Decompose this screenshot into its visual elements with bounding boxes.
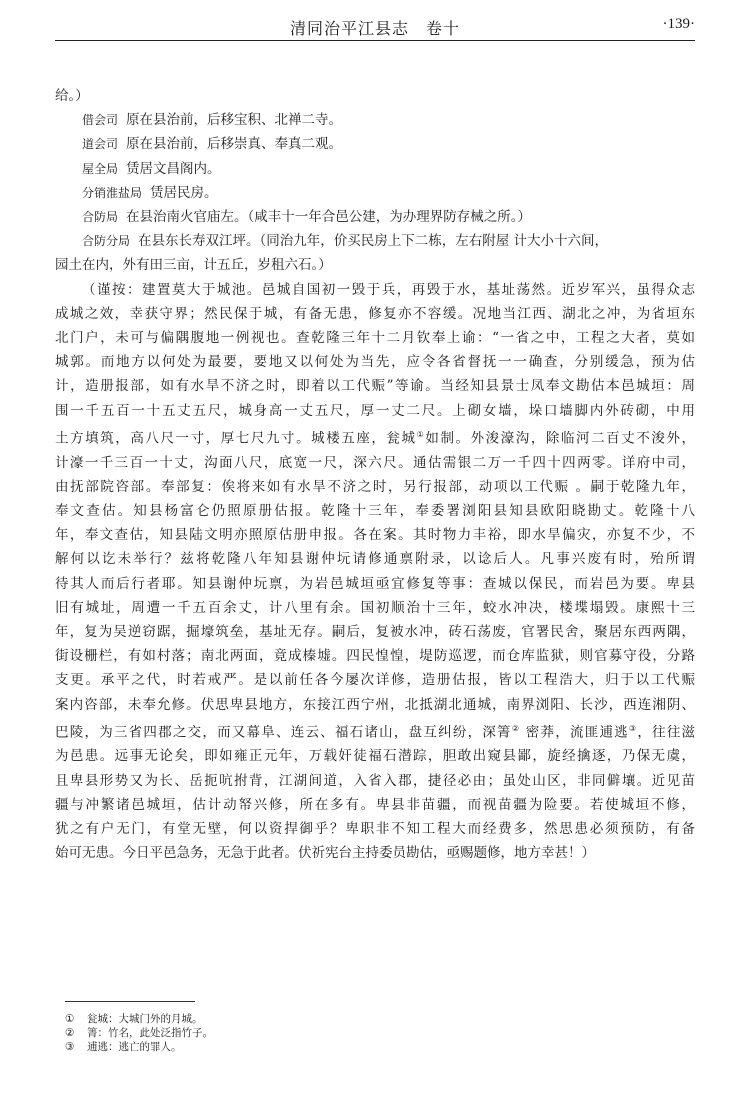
paragraph-line: 围一千五百一十五丈五尺，城身高一丈五尺，厚一丈二尺。上砌女墙，垛口墙脚内外砖砌，中用: [55, 402, 695, 419]
footnote-divider: [65, 1001, 195, 1002]
page-header: [55, 12, 695, 41]
paragraph-line: 支更。承平之代，时若戒严。是以前任各今屡次详修，造册估报，皆以工程浩大，归于以工代赈: [55, 672, 695, 689]
paragraph-line: 奉文查估。知县杨富仑仍照原册估报。乾隆十三年，奉委署浏阳县知县欧阳晓勘丈。乾隆十八: [55, 502, 695, 519]
entry-term: 道会司: [82, 137, 119, 152]
entry-continuation: 园土在内，外有田三亩，计五丘，岁租六石。）: [55, 257, 332, 274]
entry-term: 屋全局: [82, 161, 119, 176]
footnote-ref-3: ③: [628, 723, 638, 733]
footnote-ref-1: ①: [416, 429, 426, 439]
entry-term: 分销淮盐局: [82, 185, 143, 200]
paragraph-line: 待其人而后行者耶。知县谢仲坃禀，为岩邑城垣亟宜修复等事：查城以保民，而岩邑为要。卑县: [55, 575, 695, 592]
paragraph-line: 北门户，未可与偏隅腹地一例视也。查乾隆三年十二月钦奉上谕：“一省之中，工程之大者，莫如: [55, 330, 695, 347]
paragraph-segment: ，往往滋: [637, 724, 695, 741]
paragraph-line: 城郭。而地方以何处为最要，要地又以何处为当先，应令各省督抚一一确查，分别缓急，预为估: [55, 354, 695, 371]
paragraph-segment: 如制。外浚濠沟，除临河二百丈不浚外，: [425, 430, 695, 447]
footnote-number: ③: [65, 1041, 75, 1053]
footnote-text: 逋逃：逃亡的罪人。: [87, 1041, 182, 1053]
paragraph-line: （谨按：建置莫大于城池。邑城自国初一毁于兵，再毁于水，基址荡然。近岁军兴，虽得众志: [82, 281, 695, 298]
entry-seng-hui-si: [55, 108, 695, 132]
main-text: [55, 84, 695, 866]
paragraph-line: 计，造册报部，如有水旱不济之时，即着以工代赈”等谕。当经知县景士凤奉文勘估本邑城垣：周: [55, 378, 695, 395]
paragraph-line: [55, 717, 695, 745]
footnote: [65, 1026, 465, 1040]
footnote: [65, 1012, 465, 1026]
paragraph-line: [55, 423, 695, 451]
paragraph-line: 且卑县形势又为长、岳扼吭拊背，江湖间道，入省入郡，捷径必由；虽处山区，非同僻壤。近见苗: [55, 772, 695, 789]
paragraph-segment: 土方填筑，高八尺一寸，厚七尺九寸。城楼五座，瓮城: [55, 430, 417, 447]
entry-text: 原在县治前，后移宝积、北禅二寺。: [126, 112, 343, 129]
paragraph-line: 年，奉文查估，知县陆文明亦照原估册申报。各在案。其时物力丰裕，即水旱偏灾，亦复不少，不: [55, 527, 695, 544]
paragraph-line: 旧有城址，周遭一千五百余丈，计八里有余。国初顺治十三年，蛟水冲决，楼堞塌毁。康熙十三: [55, 599, 695, 616]
page-number: ·139·: [662, 16, 695, 32]
footnote-number: ①: [65, 1013, 75, 1025]
paragraph-line: 由抚部院咨部。奉部复：俟将来如有水旱不济之时，另行报部，动项以工代赈 。嗣于乾隆九年，: [55, 478, 695, 495]
paragraph-line: 年，复为吴逆窃踞，掘壕筑垒，基址无存。嗣后，复被水冲，砖石荡废，官署民舍，聚居东西两隅，: [55, 623, 695, 640]
footnote: [65, 1040, 465, 1054]
entry-text: 赁居文昌阁内。: [126, 160, 221, 177]
footnote-text: 瓮城：大城门外的月城。: [87, 1013, 203, 1025]
entry-term: 合防局: [82, 210, 119, 225]
paragraph-line: 疆与冲繁诸邑城垣，估计动帑兴修，所在多有。卑县非苗疆，而视苗疆为险要。若使城垣不修，: [55, 796, 695, 813]
entry-text: 原在县治前，后移崇真、奉真二观。: [126, 136, 343, 153]
paragraph-line: 计濠一千三百一十丈，沟面八尺，底宽一尺，深六尺。通估需银二万一千四十四两零。详府中司，: [55, 454, 695, 471]
entry-salt-bureau: [55, 181, 695, 205]
entry-dao-hui-si: [55, 132, 695, 156]
entry-text: 在县治南火官庙左。（咸丰十一年合邑公建，为办理界防存械之所。）: [126, 209, 532, 226]
entry-term: 合防分局: [82, 234, 131, 249]
paragraph-segment: 巴陵，为三省四郡之交，而又幕阜、连云、福石诸山，盘互纠纷，深箐: [55, 724, 512, 741]
paragraph-line: 案内咨部，未奉允修。伏思卑县地方，东接江西宁州，北抵湖北通城，南界浏阳、长沙，西连湘阴、: [55, 696, 695, 713]
opening-line: 给。）: [55, 88, 89, 104]
paragraph-line: 成城之效，幸获守界；然民保于城，有备无患，修复亦不容缓。况地当江西、湖北之冲，为省垣东: [55, 305, 695, 322]
paragraph-line: 为邑患。远事无论矣，即如雍正元年，万载奸徒福石潜踪，胆敢出窥县鄙，旋经擒逐，乃保无虞，: [55, 748, 695, 765]
paragraph-line: 解何以讫未举行？兹将乾隆八年知县谢仲坃请修通禀附录，以谂后人。凡事兴废有时，殆所谓: [55, 551, 695, 568]
footnote-number: ②: [65, 1027, 75, 1039]
footnotes: [65, 1012, 465, 1054]
entry-he-fang-fen-ju: [55, 229, 695, 253]
paragraph-segment: 密莽，流匪逋逃: [525, 724, 629, 741]
book-title: 清同治平江县志 卷十: [289, 19, 460, 38]
paragraph-line: 犹之有户无门，有堂无壁，何以资捍御乎？卑职非不知工程大而经费多，然思患必须预防，有备: [55, 821, 695, 838]
footnote-text: 箐：竹名，此处泛指竹子。: [87, 1027, 213, 1039]
footnote-ref-2: ②: [511, 723, 521, 733]
entry-term: 借会司: [82, 113, 119, 128]
entry-text: 在县东长寿双江坪。（同治九年，价买民房上下二栋，左右附屋 计大小十六间，: [138, 233, 609, 250]
paragraph-line: 街设栅栏，有如村落；南北两面，竟成榛墟。四民惶惶，堤防巡逻，而仓库监狱，则官募守役，分路: [55, 648, 695, 665]
entry-he-fang-ju: [55, 205, 695, 229]
paragraph-line: 始可无患。今日平邑急务，无急于此者。伏祈宪台主持委员勘估，亟赐题修，地方幸甚！）: [55, 845, 595, 862]
entry-text: 赁居民房。: [150, 184, 218, 201]
entry-wu-quan-ju: [55, 157, 695, 181]
